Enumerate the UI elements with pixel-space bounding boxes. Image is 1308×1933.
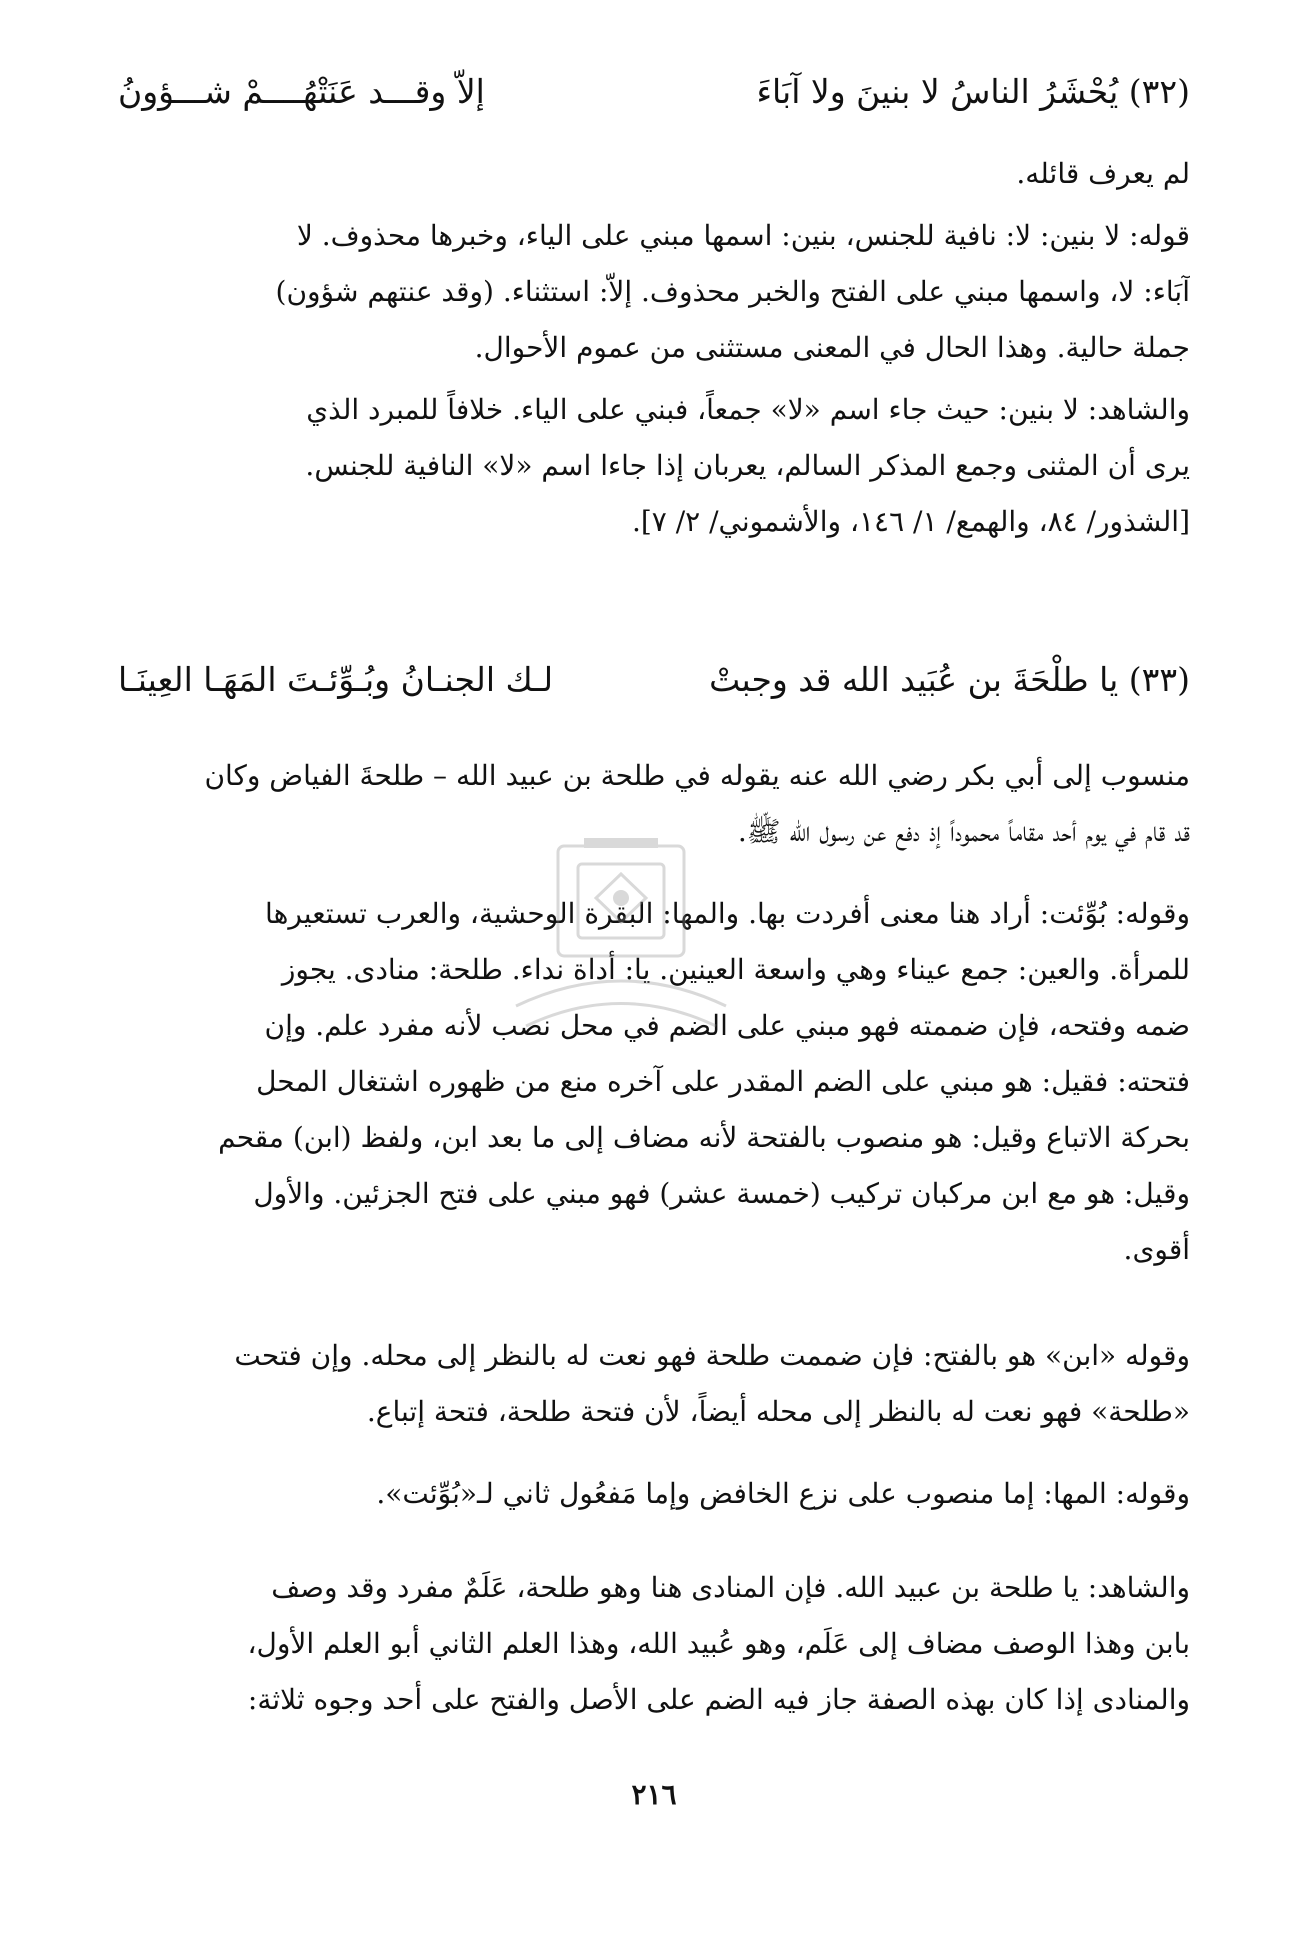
text-line: أقوى.	[1123, 1233, 1190, 1266]
text-line: وقوله: بُوِّئت: أراد هنا معنى أفردت بها. والمها: البقرة الوحشية، والعرب تستعيرها	[265, 897, 1190, 930]
paragraph-qawluhu-1	[118, 208, 1190, 376]
verse-32-first-hemistich: (٣٢) يُحْشَرُ الناسُ لا بنينَ ولا آبَاءَ	[756, 72, 1190, 111]
verse-32	[118, 62, 1190, 122]
text-line: والشاهد: لا بنين: حيث جاء اسم «لا» جمعاً، فبني على الياء. خلافاً للمبرد الذي	[306, 393, 1190, 426]
text-line: «طلحة» فهو نعت له بالنظر إلى محله أيضاً، لأن فتحة طلحة، فتحة إتباع.	[366, 1395, 1190, 1428]
paragraph-shahid-1	[118, 382, 1190, 550]
text-line: وقوله «ابن» هو بالفتح: فإن ضممت طلحة فهو نعت له بالنظر إلى محله. وإن فتحت	[234, 1339, 1190, 1372]
verse-33-first-hemistich: (٣٣) يا طلْحَةَ بن عُبَيد الله قد وجبتْ	[709, 660, 1190, 699]
text-line: قوله: لا بنين: لا: نافية للجنس، بنين: اسمها مبني على الياء، وخبرها محذوف. لا	[296, 219, 1190, 252]
text-line: [الشذور/ ٨٤، والهمع/ ١/ ١٤٦، والأشموني/ ٢/ ٧].	[631, 505, 1190, 538]
text-line: والشاهد: يا طلحة بن عبيد الله. فإن المنادى هنا وهو طلحة، عَلَمٌ مفرد وقد وصف	[271, 1571, 1190, 1604]
paragraph-qawluhu-2	[118, 886, 1190, 1278]
paragraph-shahid-2	[118, 1560, 1190, 1728]
paragraph-qawluhu-4	[118, 1466, 1190, 1522]
text-line: وقيل: هو مع ابن مركبان تركيب (خمسة عشر) فهو مبني على فتح الجزئين. والأول	[253, 1177, 1190, 1210]
text-line: ضمه وفتحه، فإن ضممته فهو مبني على الضم في محل نصب لأنه مفرد علم. وإن	[264, 1009, 1190, 1042]
text-line: والمنادى إذا كان بهذه الصفة جاز فيه الضم على الأصل والفتح على أحد وجوه ثلاثة:	[247, 1683, 1190, 1716]
verse-33-second-hemistich: لـك الجنـانُ وبُـوِّئـتَ المَهَـا العِينَـا	[118, 660, 554, 699]
text-line: بابن وهذا الوصف مضاف إلى عَلَم، وهو عُبيد الله، وهذا العلم الثاني أبو العلم الأول،	[247, 1627, 1190, 1660]
text-line: وقوله: المها: إما منصوب على نزع الخافض وإما مَفعُول ثاني لـ«بُوِّئت».	[376, 1477, 1190, 1510]
text-line: فتحته: فقيل: هو مبني على الضم المقدر على آخره منع من ظهوره اشتغال المحل	[256, 1065, 1190, 1098]
text-line: لم يعرف قائله.	[1016, 157, 1190, 190]
paragraph-mansub	[118, 748, 1190, 860]
verse-33	[118, 650, 1190, 710]
text-line: يرى أن المثنى وجمع المذكر السالم، يعربان إذا جاءا اسم «لا» النافية للجنس.	[305, 449, 1190, 482]
text-line: للمرأة. والعين: جمع عيناء وهي واسعة العينين. يا: أداة نداء. طلحة: منادى. يجوز	[281, 953, 1190, 986]
paragraph-qawluhu-3	[118, 1328, 1190, 1440]
unknown-author-note	[118, 146, 1190, 202]
text-line: منسوب إلى أبي بكر رضي الله عنه يقوله في طلحة بن عبيد الله – طلحةَ الفياض وكان	[204, 759, 1190, 792]
text-line: آبَاء: لا، واسمها مبني على الفتح والخبر محذوف. إلاّ: استثناء. (وقد عنتهم شؤون)	[275, 275, 1190, 308]
text-line: جملة حالية. وهذا الحال في المعنى مستثنى من عموم الأحوال.	[474, 331, 1190, 364]
text-line: بحركة الاتباع وقيل: هو منصوب بالفتحة لأنه مضاف إلى ما بعد ابن، ولفظ (ابن) مقحم	[218, 1121, 1190, 1154]
verse-32-second-hemistich: إلاّ وقـــد عَنَتْهُــــمْ شـــؤونُ	[118, 72, 485, 111]
page-number: ٢١٦	[631, 1778, 677, 1811]
text-line: قد قام في يوم أحد مقاماً محموداً إذ دفع عن رسول الله ﷺ.	[737, 815, 1190, 848]
